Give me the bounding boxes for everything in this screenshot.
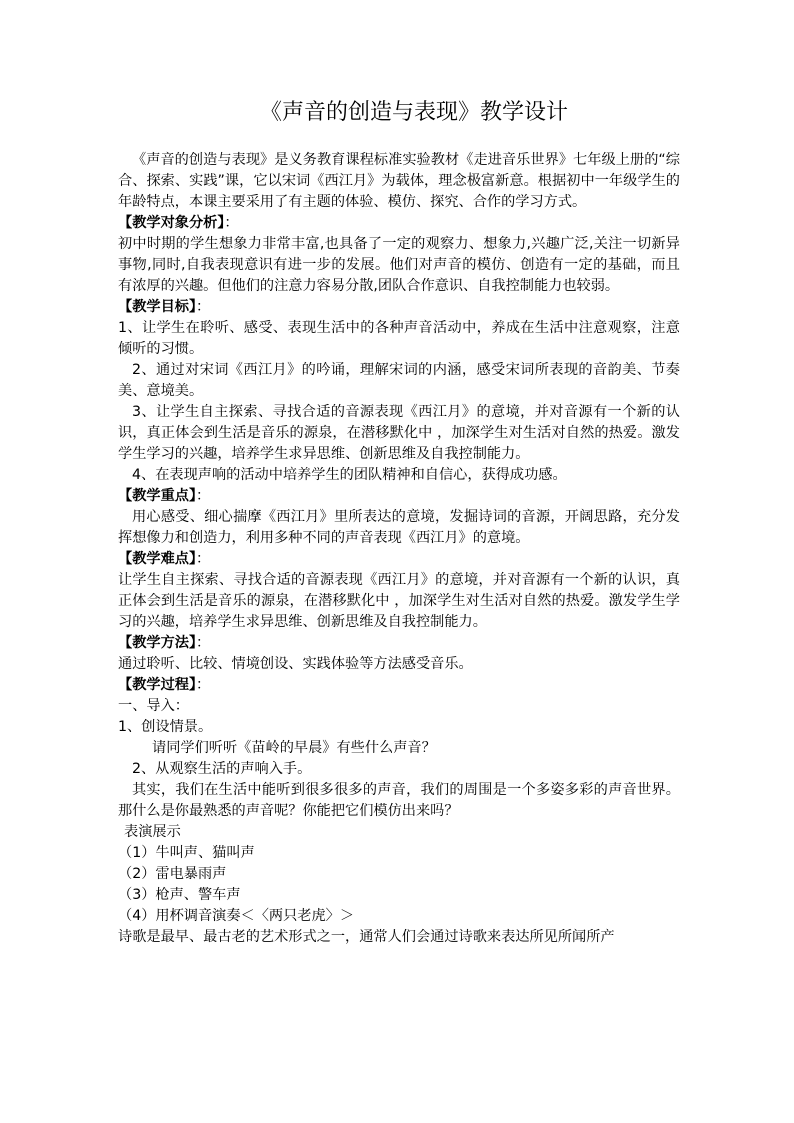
analysis-colon: ： — [224, 215, 239, 231]
goal-item-2: 2、通过对宋词《西江月》的吟诵，理解宋词的内涵，感受宋词所表现的音韵美、节奏美、意境美。 — [118, 362, 680, 399]
step-2-text: 其实，我们在生活中能听到很多很多的声音，我们的周围是一个多姿多彩的声音世界。那什么是你最熟悉的声音呢？你能把它们模仿出来吗？ — [118, 782, 680, 819]
key-heading: 【教学重点】 — [118, 488, 197, 504]
page-title: 《声音的创造与表现》教学设计 — [259, 100, 568, 125]
analysis-paragraph: 初中时期的学生想象力非常丰富,也具备了一定的观察力、想象力,兴趣广泛,关注一切新异事物,同时,自我表现意识有进一步的发展。他们对声音的模仿、创造有一定的基础，而且有浓厚的兴趣。但他们的注意力容易分散,团队合作意识、自我控制能力也较弱。 — [118, 236, 680, 294]
analysis-heading: 【教学对象分析】 — [118, 215, 225, 231]
document-page — [118, 98, 680, 948]
goal-item-1: 1、让学生在聆听、感受、表现生活中的各种声音活动中，养成在生活中注意观察，注意倾听的习惯。 — [118, 320, 680, 357]
key-colon: ： — [196, 488, 211, 504]
goals-heading: 【教学目标】 — [118, 299, 197, 315]
process-colon: ： — [196, 677, 211, 693]
goals-heading-line — [118, 297, 680, 318]
difficulty-colon: ： — [196, 551, 211, 567]
step-intro: 一、导入： — [118, 698, 189, 714]
goal-item-3: 3、让学生自主探索、寻找合适的音源表现《西江月》的意境，并对音源有一个新的认识，真正体会到生活是音乐的源泉，在潜移默化中 ，加深学生对生活对自然的热爱。激发学生学习的兴趣，培养学生求异思维、创新思维及自我控制能力。 — [118, 404, 680, 462]
step-1: 1、创设情景。 — [118, 719, 213, 735]
key-heading-line — [118, 486, 680, 507]
process-heading-line — [118, 675, 680, 696]
difficulty-heading-line — [118, 549, 680, 570]
show-item-1: （1）牛叫声、猫叫声 — [118, 845, 255, 861]
show-item-4: （4）用杯调音演奏＜〈两只老虎〉＞ — [118, 908, 355, 924]
method-paragraph: 通过聆听、比较、情境创设、实践体验等方法感受音乐。 — [118, 656, 473, 672]
goal-item-4: 4、在表现声响的活动中培养学生的团队精神和自信心，获得成功感。 — [132, 467, 567, 483]
key-paragraph: 用心感受、细心揣摩《西江月》里所表达的意境，发掘诗词的音源，开阔思路，充分发挥想像力和创造力，利用多种不同的声音表现《西江月》的意境。 — [118, 509, 680, 546]
step-1-text: 请同学们听听《苗岭的早晨》有些什么声音？ — [152, 740, 436, 756]
method-heading: 【教学方法】 — [118, 635, 197, 651]
analysis-heading-line — [118, 213, 680, 234]
step-2: 2、从观察生活的声响入手。 — [132, 761, 312, 777]
show-item-3: （3）枪声、警车声 — [118, 887, 241, 903]
process-heading: 【教学过程】 — [118, 677, 197, 693]
poetry-paragraph: 诗歌是最早、最古老的艺术形式之一，通常人们会通过诗歌来表达所见所闻所产 — [118, 929, 615, 945]
show-item-2: （2）雷电暴雨声 — [118, 866, 227, 882]
show-label: 表演展示 — [124, 824, 181, 840]
difficulty-paragraph: 让学生自主探索、寻找合适的音源表现《西江月》的意境，并对音源有一个新的认识，真正体会到生活是音乐的源泉，在潜移默化中 ，加深学生对生活对自然的热爱。激发学生学习的兴趣，培养学生求异思维、创新思维及自我控制能力。 — [118, 572, 680, 630]
method-heading-line — [118, 633, 680, 654]
method-colon: ： — [196, 635, 211, 651]
intro-paragraph: 《声音的创造与表现》是义务教育课程标准实验教材《走进音乐世界》七年级上册的“综合、探索、实践”课，它以宋词《西江月》为载体，理念极富新意。根据初中一年级学生的年龄特点，本课主要采用了有主题的体验、模仿、探究、合作的学习方式。 — [118, 152, 680, 210]
goals-colon: ： — [196, 299, 211, 315]
difficulty-heading: 【教学难点】 — [118, 551, 197, 567]
